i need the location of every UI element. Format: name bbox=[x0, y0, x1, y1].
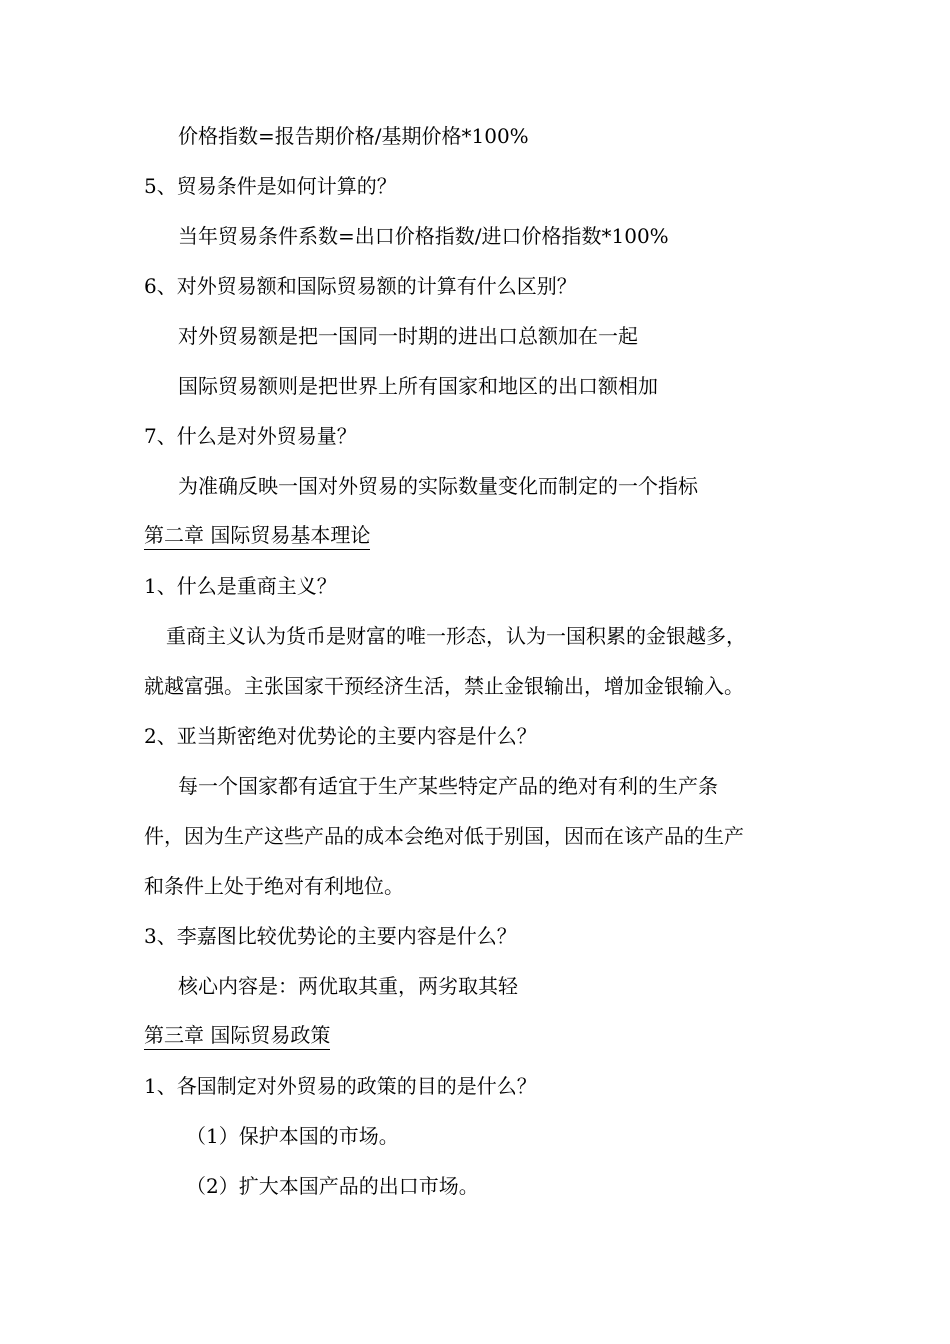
list-item: （2）扩大本国产品的出口市场。 bbox=[186, 1174, 479, 1198]
answer-text: 每一个国家都有适宜于生产某些特定产品的绝对有利的生产条 bbox=[178, 774, 718, 798]
chapter-heading: 第三章 国际贸易政策 bbox=[144, 1023, 330, 1050]
question-text: 2、亚当斯密绝对优势论的主要内容是什么？ bbox=[144, 724, 537, 748]
answer-text: 重商主义认为货币是财富的唯一形态，认为一国积累的金银越多， bbox=[166, 624, 746, 648]
answer-text: 件，因为生产这些产品的成本会绝对低于别国，因而在该产品的生产 bbox=[144, 824, 744, 848]
question-text: 3、李嘉图比较优势论的主要内容是什么？ bbox=[144, 924, 517, 948]
answer-text: 就越富强。主张国家干预经济生活，禁止金银输出，增加金银输入。 bbox=[144, 674, 744, 698]
answer-text: 为准确反映一国对外贸易的实际数量变化而制定的一个指标 bbox=[178, 474, 698, 498]
question-text: 6、对外贸易额和国际贸易额的计算有什么区别？ bbox=[144, 274, 577, 298]
question-text: 7、什么是对外贸易量？ bbox=[144, 424, 357, 448]
question-text: 1、各国制定对外贸易的政策的目的是什么？ bbox=[144, 1074, 537, 1098]
answer-text: 对外贸易额是把一国同一时期的进出口总额加在一起 bbox=[178, 324, 638, 348]
chapter-heading: 第二章 国际贸易基本理论 bbox=[144, 523, 370, 550]
question-text: 5、贸易条件是如何计算的？ bbox=[144, 174, 397, 198]
answer-text: 国际贸易额则是把世界上所有国家和地区的出口额相加 bbox=[178, 374, 658, 398]
answer-text: 核心内容是：两优取其重，两劣取其轻 bbox=[178, 974, 518, 998]
answer-text: 当年贸易条件系数=出口价格指数/进口价格指数*100% bbox=[178, 224, 669, 248]
question-text: 1、什么是重商主义？ bbox=[144, 574, 337, 598]
list-item: （1）保护本国的市场。 bbox=[186, 1124, 399, 1148]
answer-text: 价格指数=报告期价格/基期价格*100% bbox=[178, 124, 529, 148]
answer-text: 和条件上处于绝对有利地位。 bbox=[144, 874, 404, 898]
